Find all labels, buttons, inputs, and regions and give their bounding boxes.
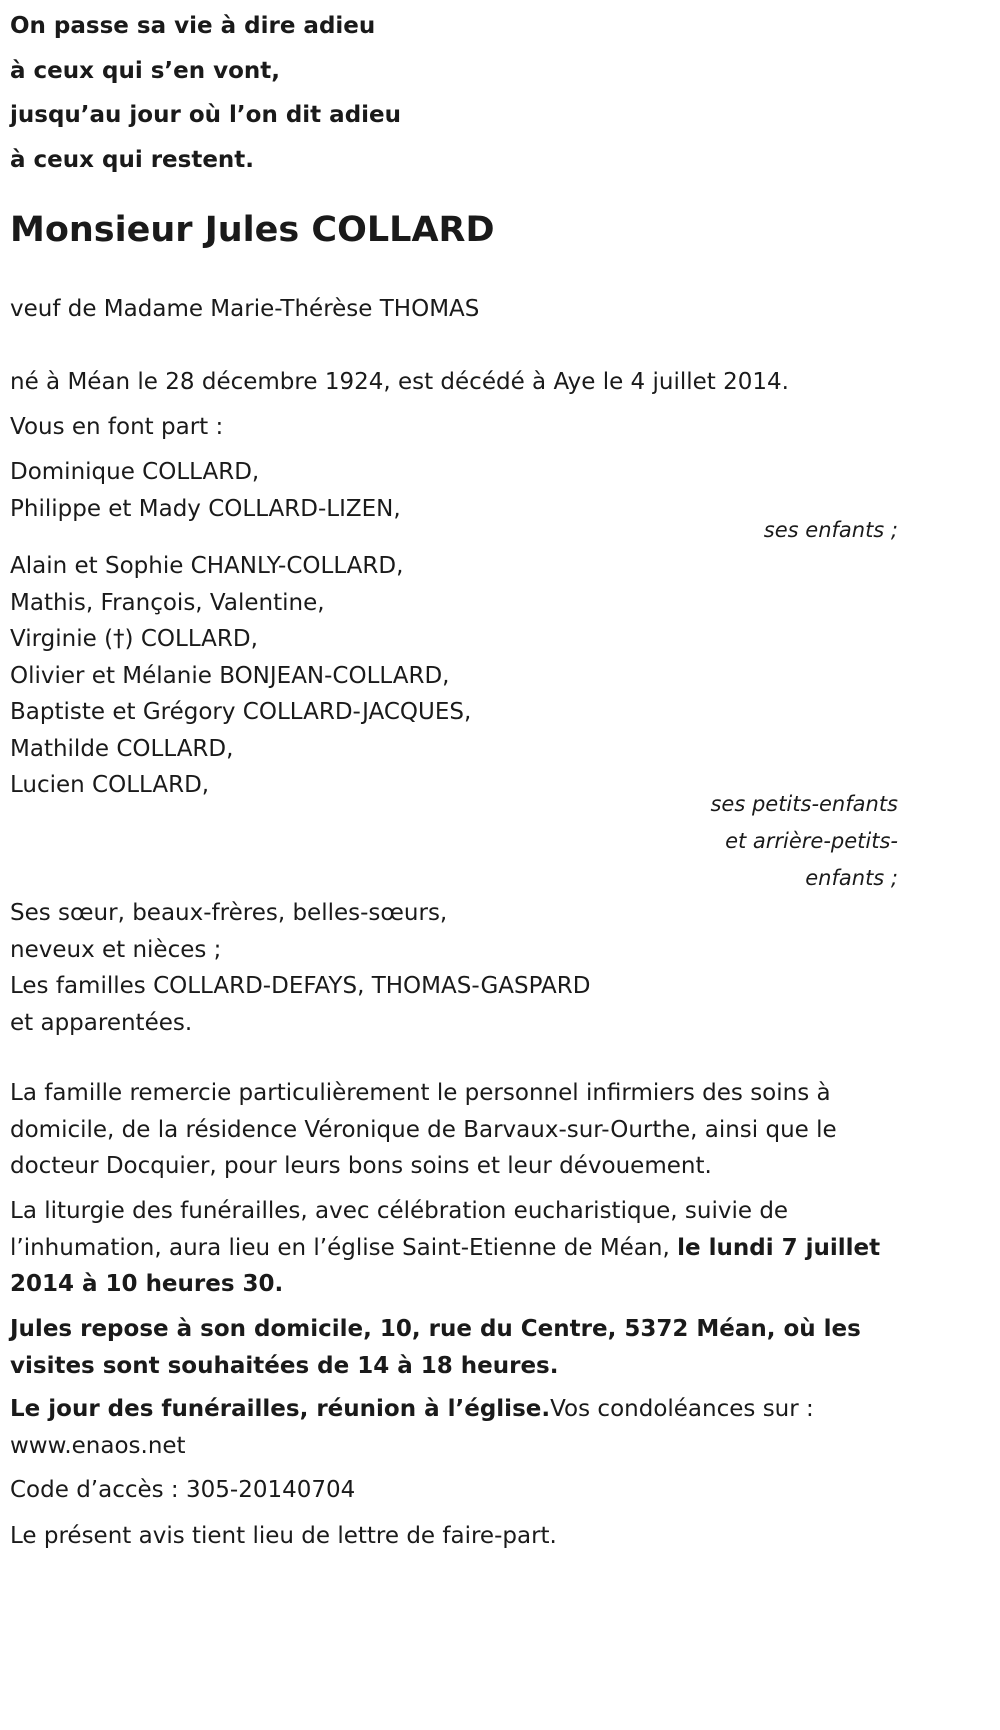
funeral-day: Le jour des funérailles, réunion à l’église. xyxy=(10,1396,551,1422)
announcers-intro: Vous en font part : xyxy=(10,414,224,440)
poem-line: à ceux qui s’en vont, xyxy=(10,57,281,84)
list-item: Dominique COLLARD, xyxy=(10,459,260,485)
list-item: Mathis, François, Valentine, xyxy=(10,589,325,616)
children-list xyxy=(10,454,401,527)
poem-line: jusqu’au jour où l’on dit adieu xyxy=(10,102,402,129)
funeral-day-paragraph xyxy=(10,1391,898,1464)
liturgy-paragraph xyxy=(10,1193,898,1303)
thanks-paragraph: La famille remercie particulièrement le personnel infirmiers des soins à domicile, de la résidence Véronique de Barvaux-sur-Ourthe, ainsi que le docteur Docquier, pour leurs bons soins et leur dévouement. xyxy=(10,1080,837,1179)
access-code: Code d’accès : 305-20140704 xyxy=(10,1477,356,1503)
list-item: Baptiste et Grégory COLLARD-JACQUES, xyxy=(10,699,472,725)
poem-line: à ceux qui restent. xyxy=(10,146,255,173)
list-item: et apparentées. xyxy=(10,1009,193,1036)
list-item: Olivier et Mélanie BONJEAN-COLLARD, xyxy=(10,662,450,689)
grandchildren-list xyxy=(10,548,471,804)
notice: Le présent avis tient lieu de lettre de faire-part. xyxy=(10,1523,557,1549)
list-item: Les familles COLLARD-DEFAYS, THOMAS-GASPARD xyxy=(10,973,591,999)
poem xyxy=(10,4,401,182)
rest-paragraph: Jules repose à son domicile, 10, rue du Centre, 5372 Méan, où les visites sont souhaitées de 14 à 18 heures. xyxy=(10,1316,861,1379)
list-item: neveux et nièces ; xyxy=(10,936,222,963)
liturgy-text: La liturgie des funérailles, avec célébration eucharistique, suivie de l’inhumation, aura lieu en l’église Saint-Etienne de Méan, xyxy=(10,1198,789,1261)
list-item: Lucien COLLARD, xyxy=(10,772,210,798)
birth-death: né à Méan le 28 décembre 1924, est décédé à Aye le 4 juillet 2014. xyxy=(10,369,789,395)
grandchildren-label: ses petits-enfants et arrière-petits- enfants ; xyxy=(710,792,898,890)
list-item: Alain et Sophie CHANLY-COLLARD, xyxy=(10,553,404,579)
widower-of: veuf de Madame Marie-Thérèse THOMAS xyxy=(10,296,480,322)
condolences: Vos condoléances sur : www.enaos.net xyxy=(10,1396,814,1459)
list-item: Philippe et Mady COLLARD-LIZEN, xyxy=(10,495,401,522)
deceased-name: Monsieur Jules COLLARD xyxy=(10,210,495,250)
list-item: Mathilde COLLARD, xyxy=(10,735,234,762)
poem-line: On passe sa vie à dire adieu xyxy=(10,13,376,39)
list-item: Virginie (†) COLLARD, xyxy=(10,626,258,652)
children-label: ses enfants ; xyxy=(763,518,898,542)
list-item: Ses sœur, beaux-frères, belles-sœurs, xyxy=(10,900,448,926)
liturgy-date: le lundi 7 juillet 2014 à 10 heures 30. xyxy=(10,1234,881,1297)
family-list xyxy=(10,895,590,1041)
